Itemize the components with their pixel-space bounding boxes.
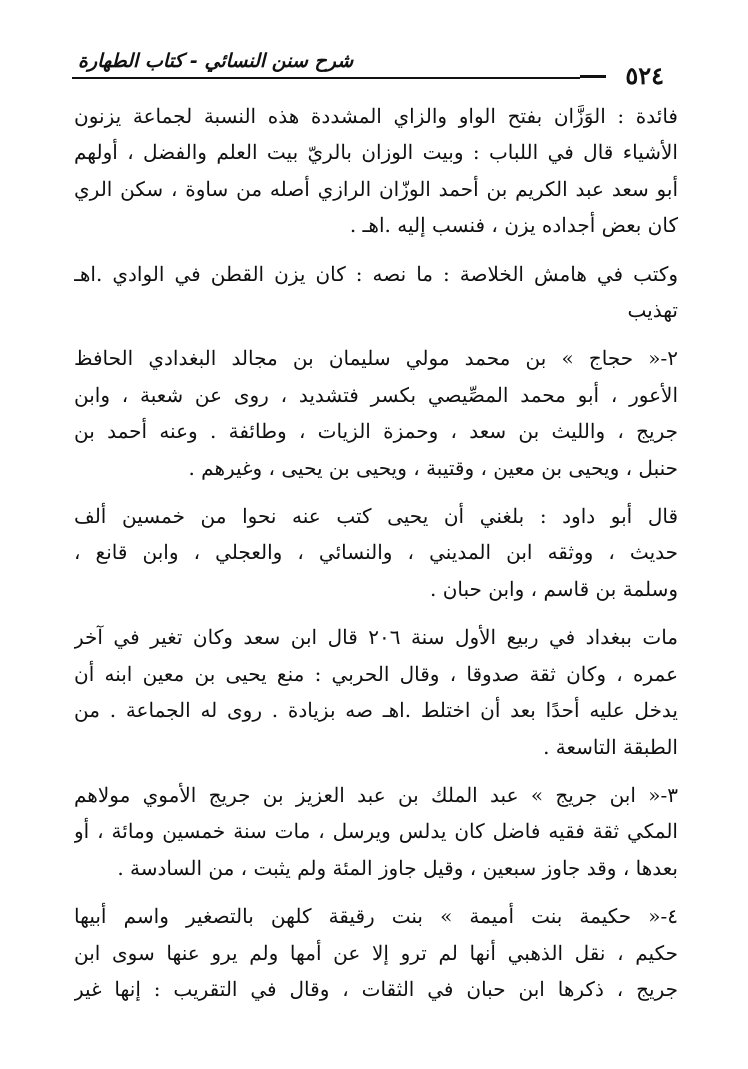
text-line: جريج ، والليث بن سعد ، وحمزة الزيات ، وطائفة . وعنه أحمد بن <box>74 419 678 444</box>
header-rule <box>72 77 668 79</box>
text-line: حديث ، ووثقه ابن المديني ، والنسائي ، والعجلي ، وابن قانع ، <box>74 540 678 565</box>
page-number-dash <box>580 75 606 78</box>
paragraph-note <box>74 98 678 244</box>
page-number: ٥٢٤ <box>625 61 664 90</box>
paragraph-hukayma <box>74 898 678 1007</box>
text-line: وسلمة بن قاسم ، وابن حبان . <box>430 576 678 601</box>
text-line: عمره ، وكان ثقة صدوقا ، وقال الحربي : منع يحيى بن معين ابنه أن <box>74 661 678 686</box>
text-line: وكتب في هامش الخلاصة : ما نصه : كان يزن القطن في الوادي .اهـ <box>74 261 678 286</box>
paragraph-abu-dawud <box>74 498 678 607</box>
text-line: بعدها ، وقد جاوز سبعين ، وقيل جاوز المئة ولم يثبت ، من السادسة . <box>117 855 678 880</box>
text-line: ٣-« ابن جريج » عبد الملك بن عبد العزيز بن جريج الأموي مولاهم <box>74 782 678 807</box>
text-line: ٤-« حكيمة بنت أميمة » بنت رقيقة كلهن بالتصغير واسم أبيها <box>74 904 678 929</box>
page-header <box>72 46 668 90</box>
text-line: الأعور ، أبو محمد المصِّيصي بكسر فتشديد ، روى عن شعبة ، وابن <box>74 382 678 407</box>
text-line: مات ببغداد في ربيع الأول سنة ٢٠٦ قال ابن سعد وكان تغير في آخر <box>74 625 678 650</box>
page-number-box <box>580 62 670 90</box>
paragraph-hajjaj <box>74 340 678 486</box>
text-line: قال أبو داود : بلغني أن يحيى كتب عنه نحوا من خمسين ألف <box>74 504 678 529</box>
paragraph-margin-note <box>74 256 678 329</box>
text-line: تهذيب <box>627 298 678 323</box>
text-line: جريج ، ذكرها ابن حبان في الثقات ، وقال في التقريب : إنها غير <box>74 976 678 1001</box>
text-line: المكي ثقة فقيه فاضل كان يدلس ويرسل ، مات سنة خمسين ومائة ، أو <box>74 819 678 844</box>
text-line: الطبقة التاسعة . <box>543 734 678 759</box>
text-line: حكيم ، نقل الذهبي أنها لم ترو إلا عن أمها ولم يرو عنها سوى ابن <box>74 940 678 965</box>
text-line: فائدة : الوَزَّان بفتح الواو والزاي المشددة هذه النسبة لجماعة يزنون <box>74 104 678 128</box>
text-line: يدخل عليه أحدًا بعد أن اختلط .اهـ صه بزيادة . روى له الجماعة . من <box>74 698 678 723</box>
text-line: أبو سعد عبد الكريم بن أحمد الوزّان الرازي أصله من ساوة ، سكن الري <box>74 176 678 201</box>
text-line: الأشياء قال في اللباب : وبيت الوزان بالريّ بيت العلم والفضل ، أولهم <box>74 140 678 165</box>
page-body <box>74 98 678 1019</box>
text-line: حنبل ، ويحيى بن معين ، وقتيبة ، ويحيى بن يحيى ، وغيرهم . <box>188 455 678 480</box>
paragraph-ibn-jurayj <box>74 777 678 886</box>
text-line: كان بعض أجداده يزن ، فنسب إليه .اهـ . <box>349 213 678 238</box>
paragraph-death <box>74 619 678 765</box>
text-line: ٢-« حجاج » بن محمد مولي سليمان بن مجالد البغدادي الحافظ <box>74 346 678 371</box>
running-title: شرح سنن النسائي - كتاب الطهارة <box>78 50 354 72</box>
